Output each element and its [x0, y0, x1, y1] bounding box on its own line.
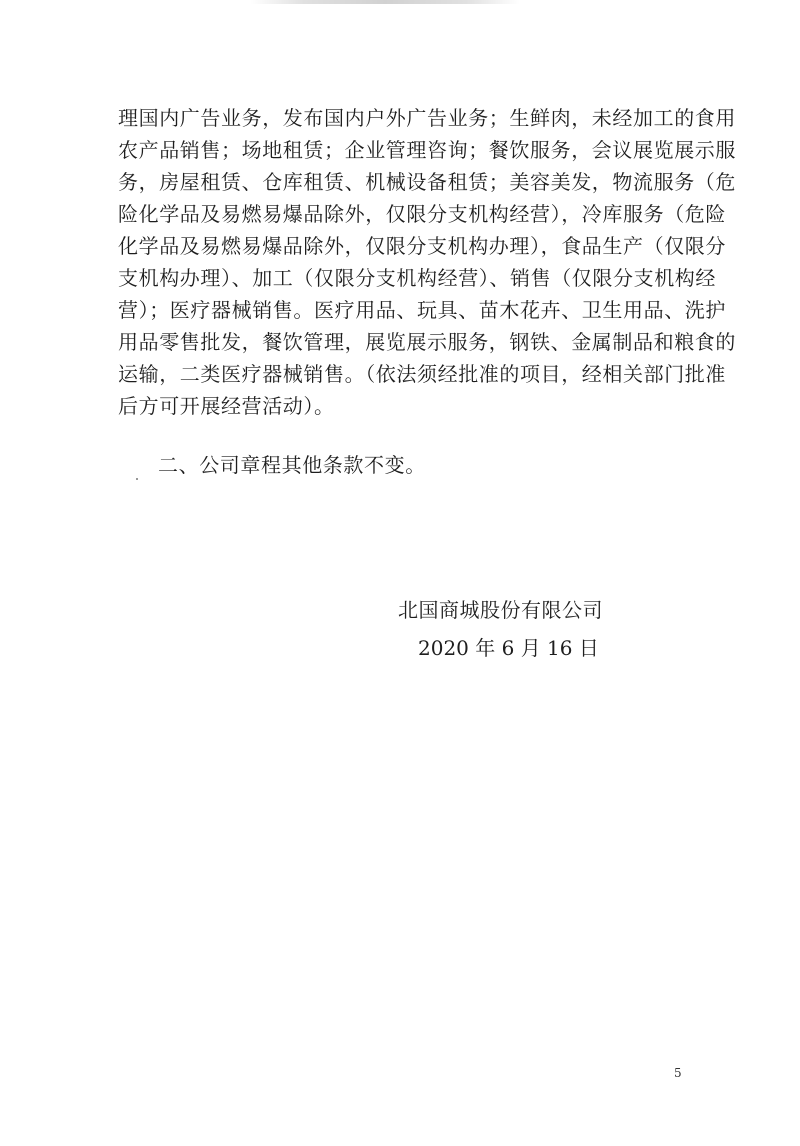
signature-date: 2020 年 6 月 16 日 [418, 636, 599, 660]
body-line: 务，房屋租赁、仓库租赁、机械设备租赁；美容美发，物流服务（危 [118, 170, 736, 194]
clause-two: 二、公司章程其他条款不变。 [158, 453, 426, 477]
body-line: 支机构办理）、加工（仅限分支机构经营）、销售（仅限分支机构经 [118, 266, 716, 290]
body-line: 理国内广告业务，发布国内户外广告业务；生鲜肉，未经加工的食用 [118, 106, 736, 130]
company-signature: 北国商城股份有限公司 [398, 598, 603, 622]
body-line: 险化学品及易燃易爆品除外，仅限分支机构经营），冷库服务（危险 [118, 202, 726, 226]
body-paragraph [118, 102, 736, 422]
body-line: 用品零售批发，餐饮管理，展览展示服务，钢铁、金属制品和粮食的 [118, 330, 736, 354]
body-line: 后方可开展经营活动）。 [118, 394, 335, 418]
body-line: 化学品及易燃易爆品除外，仅限分支机构办理），食品生产（仅限分 [118, 234, 726, 258]
page-number: 5 [674, 1066, 682, 1080]
body-line: 运输，二类医疗器械销售。（依法须经批准的项目，经相关部门批准 [118, 362, 726, 386]
body-line: 营）；医疗器械销售。医疗用品、玩具、苗木花卉、卫生用品、洗护 [118, 298, 726, 322]
scan-artifact [250, 0, 520, 4]
body-line: 农产品销售；场地租赁；企业管理咨询；餐饮服务，会议展览展示服 [118, 138, 736, 162]
scan-speck [136, 478, 138, 480]
